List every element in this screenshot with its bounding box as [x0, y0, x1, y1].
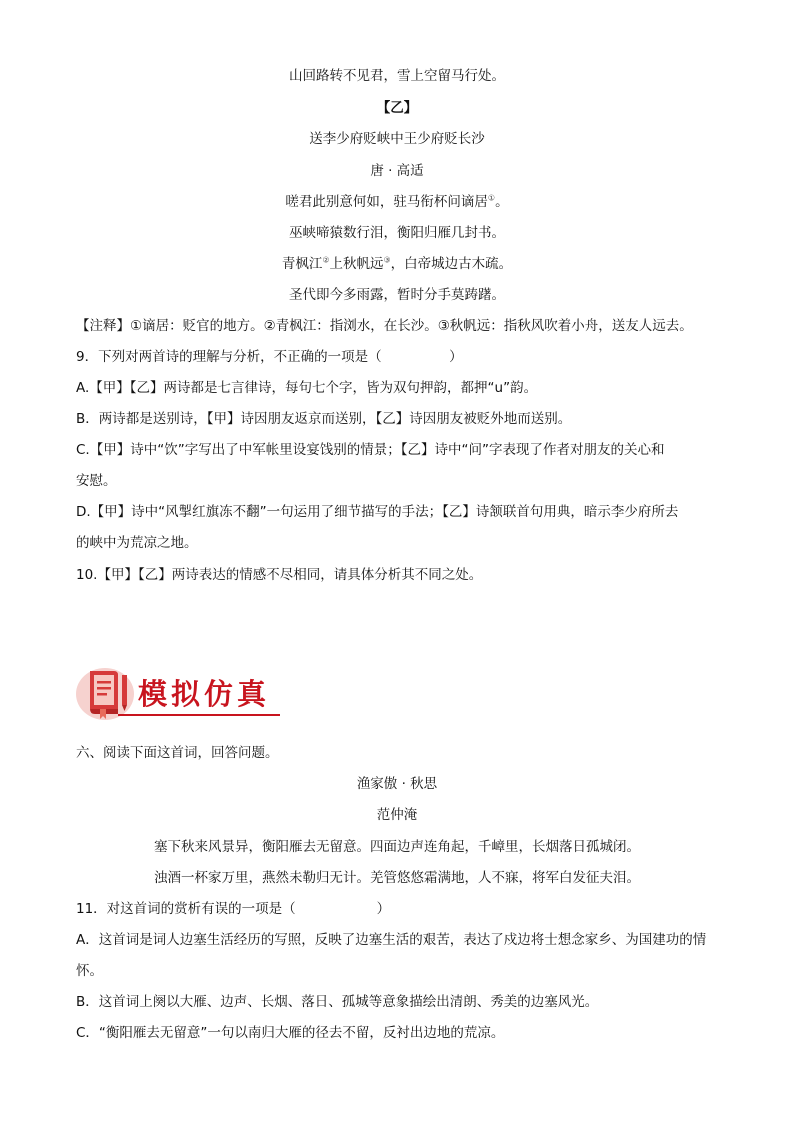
question-9-option-c: C.【甲】诗中“饮”字写出了中军帐里设宴饯别的情景；【乙】诗中“问”字表现了作者对朋友的关心和: [76, 442, 665, 458]
poem-b-line-3-b: 上秋帆远: [329, 256, 384, 272]
poem-a-last-line: 山回路转不见君，雪上空留马行处。: [289, 68, 505, 84]
ci-author: 范仲淹: [376, 807, 418, 823]
question-11-option-c: C．“衡阳雁去无留意”一句以南归大雁的径去不留，反衬出边地的荒凉。: [76, 1025, 505, 1041]
poem-b-line-1-text: 嗟君此别意何如，驻马衔杯问谪居: [285, 194, 488, 210]
poem-b-line-3: [0, 254, 794, 274]
footnote-mark-1: ①: [487, 193, 496, 203]
ci-title: 渔家傲 · 秋思: [356, 776, 438, 792]
poem-b-line-1-end: 。: [495, 194, 509, 210]
section-title: 模拟仿真: [138, 677, 271, 711]
poem-b-author: 唐 · 高适: [370, 163, 424, 179]
question-9-option-c-cont: 安慰。: [76, 473, 117, 489]
poem-b-line-3-c: ，白帝城边古木疏。: [390, 256, 513, 272]
question-11-option-b: B．这首词上阕以大雁、边声、长烟、落日、孤城等意象描绘出清朗、秀美的边塞风光。: [76, 994, 599, 1010]
poem-b-label: 【乙】: [376, 100, 418, 116]
poem-b-title: 送李少府贬峡中王少府贬长沙: [309, 131, 485, 147]
question-9-option-d-cont: 的峡中为荒凉之地。: [76, 535, 198, 551]
question-11-option-a-cont: 怀。: [76, 963, 103, 979]
ci-line-2: 浊酒一杯家万里，燕然未勒归无计。羌管悠悠霜满地，人不寐，将军白发征夫泪。: [154, 870, 640, 886]
annotation-notes: 【注释】①谪居：贬官的地方。②青枫江：指浏水，在长沙。③秋帆远：指秋风吹着小舟，送友人远去。: [76, 318, 693, 334]
question-11-option-a: A．这首词是词人边塞生活经历的写照，反映了边塞生活的艰苦，表达了戍边将士想念家乡、为国建功的情: [76, 932, 707, 948]
poem-b-line-1: [0, 192, 794, 212]
poem-b-line-4: 圣代即今多雨露，暂时分手莫踌躇。: [289, 287, 505, 303]
section-6-heading: 六、阅读下面这首词，回答问题。: [76, 745, 279, 761]
poem-b-line-3-a: 青枫江: [281, 256, 323, 272]
question-11-stem: 11．对这首词的赏析有误的一项是（ ）: [76, 901, 391, 917]
section-banner: [74, 661, 284, 723]
question-9-option-b: B．两诗都是送别诗，【甲】诗因朋友返京而送别，【乙】诗因朋友被贬外地而送别。: [76, 411, 572, 427]
footnote-mark-2: ②: [322, 255, 330, 265]
question-9-option-d: D.【甲】诗中“风掣红旗冻不翻”一句运用了细节描写的手法；【乙】诗颔联首句用典，暗示李少府所去: [76, 504, 679, 520]
section-underline: [118, 714, 280, 716]
question-9-option-a: A.【甲】【乙】两诗都是七言律诗，每句七个字，皆为双句押韵，都押“u”韵。: [76, 380, 538, 396]
poem-b-line-2: 巫峡啼猿数行泪，衡阳归雁几封书。: [289, 225, 505, 241]
ci-line-1: 塞下秋来风景异，衡阳雁去无留意。四面边声连角起，千嶂里，长烟落日孤城闭。: [154, 839, 640, 855]
question-10: 10.【甲】【乙】两诗表达的情感不尽相同，请具体分析其不同之处。: [76, 567, 483, 583]
question-9-stem: 9．下列对两首诗的理解与分析，不正确的一项是（ ）: [76, 349, 463, 365]
footnote-mark-3: ③: [383, 255, 391, 265]
